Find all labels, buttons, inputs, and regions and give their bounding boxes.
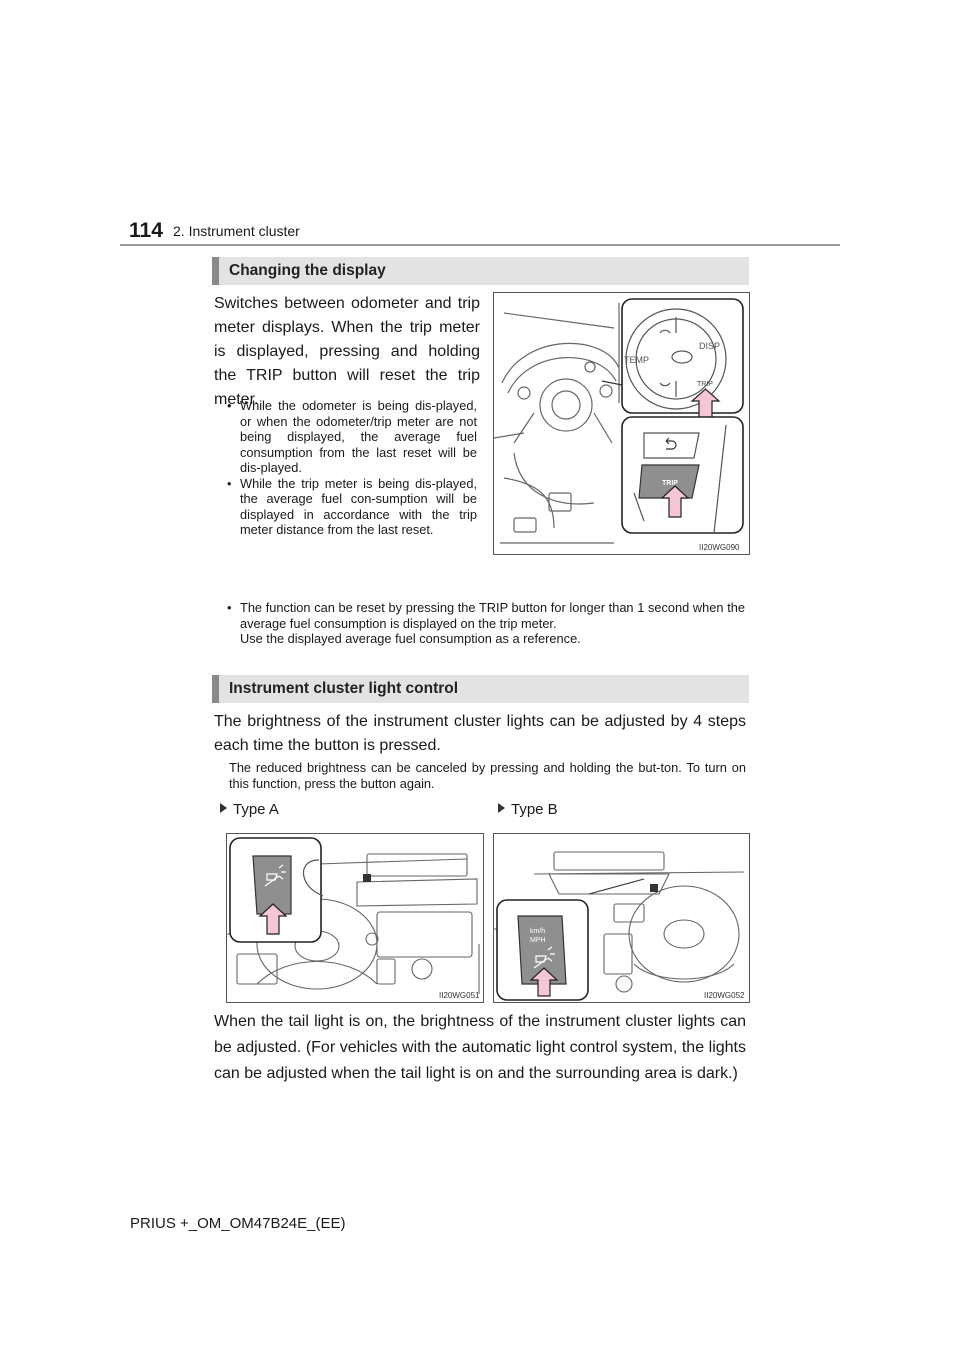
bullet-item: • While the odometer is being dis-played, or when the odometer/trip meter are not being displayed, the average fuel consumption from the last reset will be dis-played. <box>227 398 477 476</box>
type-a-label <box>220 801 279 818</box>
reset-note-cont: Use the displayed average fuel consumption as a reference. <box>240 631 581 646</box>
section-heading-text: Changing the display <box>229 262 386 279</box>
section-heading-text: Instrument cluster light control <box>229 680 459 697</box>
light-control-closing: When the tail light is on, the brightness of the instrument cluster lights can be adjusted. (For vehicles with the automatic light control system, the lights can be adjusted when the tail light is on and the surrounding area is dark.) <box>214 1013 746 1082</box>
reset-note-text: The function can be reset by pressing the TRIP button for longer than 1 second when the average fuel consumption is displayed on the trip meter. <box>240 600 745 631</box>
header-rule <box>120 244 840 246</box>
type-b-illustration <box>494 834 749 1002</box>
changing-display-paragraph: Switches between odometer and trip meter displays. When the trip meter is displayed, pressing and holding the TRIP button will reset the trip meter. <box>214 295 480 408</box>
triangle-icon <box>498 803 505 813</box>
bullet-item <box>227 600 745 647</box>
figure-code: II20WG052 <box>704 991 745 1000</box>
triangle-icon <box>220 803 227 813</box>
bullet-item: • While the trip meter is being dis-played, the average fuel con-sumption will be displayed in accordance with the trip meter distance from the last reset. <box>227 476 477 538</box>
type-a-figure <box>226 833 484 1003</box>
section-heading-light-control <box>212 675 749 703</box>
disp-label: DISP <box>699 341 721 351</box>
section-title: 2. Instrument cluster <box>173 223 300 239</box>
type-b-label <box>498 801 558 818</box>
type-b-figure <box>493 833 750 1003</box>
figure-code: II20WG090 <box>699 543 740 552</box>
steering-switch-figure <box>493 292 750 555</box>
type-a-label-text: Type A <box>233 801 279 818</box>
kmh-label: km/h <box>530 928 546 935</box>
section-heading-changing-display <box>212 257 749 285</box>
reset-note <box>227 600 745 647</box>
footer-code: PRIUS +_OM_OM47B24E_(EE) <box>130 1215 346 1232</box>
trip-button-label: TRIP <box>662 480 678 487</box>
mph-label: MPH <box>530 937 546 944</box>
light-control-paragraph: The brightness of the instrument cluster lights can be adjusted by 4 steps each time the button is pressed. <box>214 713 746 754</box>
temp-label: TEMP <box>624 355 650 365</box>
figure-code: II20WG051 <box>439 991 480 1000</box>
page-number: 114 <box>129 219 163 242</box>
steering-switch-illustration <box>494 293 749 554</box>
trip-label: TRIP <box>697 381 713 388</box>
changing-display-bullets <box>227 398 477 538</box>
type-b-label-text: Type B <box>511 801 558 818</box>
type-a-illustration <box>227 834 483 1002</box>
light-control-note: The reduced brightness can be canceled by pressing and holding the but-ton. To turn on this function, press the button again. <box>229 760 746 791</box>
